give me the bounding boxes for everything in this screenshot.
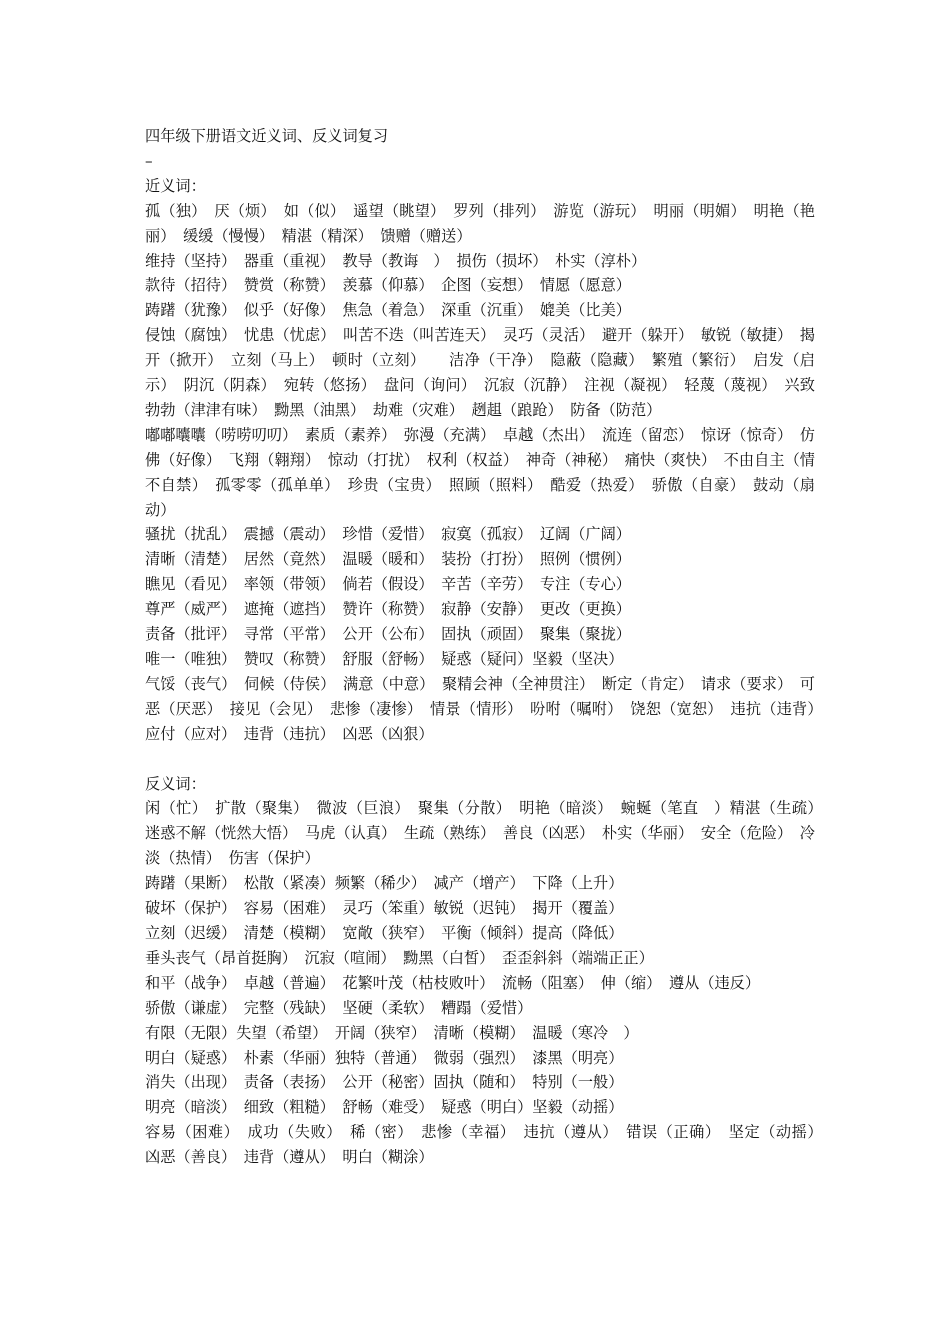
- antonym-line: 明亮（暗淡） 细致（粗糙） 舒畅（难受） 疑惑（明白）坚毅（动摇）: [145, 1098, 624, 1117]
- antonym-line: 立刻（迟缓） 清楚（模糊） 宽敞（狭窄） 平衡（倾斜）提高（降低）: [145, 923, 624, 942]
- synonym-line: 嘟嘟囔囔（唠唠叨叨） 素质（素养） 弥漫（充满） 卓越（杰出） 流连（留恋） 惊讶（惊奇） 仿佛（好像） 飞翔（翱翔） 惊动（打扰） 权利（权益） 神奇（神秘） 痛快（爽快） 不由自主（情不自禁） 孤零零（孤单单） 珍贵（宝贵） 照顾（照料） 酷爱（热爱） 骄傲（自豪） 鼓动（扇动）: [145, 425, 815, 519]
- synonym-line: 踌躇（犹豫） 似乎（好像） 焦急（着急） 深重（沉重） 媲美（比美）: [145, 301, 631, 320]
- synonym-line: 清晰（清楚） 居然（竟然） 温暖（暖和） 装扮（打扮） 照例（惯例）: [145, 550, 631, 569]
- synonym-line: 唯一（唯独） 赞叹（称赞） 舒服（舒畅） 疑惑（疑问）坚毅（坚决）: [145, 650, 624, 669]
- antonyms-heading: 反义词：: [145, 774, 206, 793]
- antonym-line: 踌躇（果断） 松散（紧凑）频繁（稀少） 减产（增产） 下降（上升）: [145, 874, 624, 893]
- antonym-line: 消失（出现） 责备（表扬） 公开（秘密）固执（随和） 特别（一般）: [145, 1073, 624, 1092]
- antonym-line: 骄傲（谦虚） 完整（残缺） 坚硬（柔软） 糟蹋（爱惜）: [145, 998, 533, 1017]
- synonym-line: 侵蚀（腐蚀） 忧患（忧虑） 叫苦不迭（叫苦连天） 灵巧（灵活） 避开（躲开） 敏锐（敏捷） 揭开（掀开） 立刻（马上） 顿时（立刻） 洁净（干净） 隐蔽（隐藏） 繁殖（繁衍） 启发（启示） 阴沉（阴森） 宛转（悠扬） 盘问（询问） 沉寂（沉静） 注视（凝视） 轻蔑（蔑视） 兴致勃勃（津津有味） 黝黑（油黑） 劫难（灾难） 趔趄（踉跄） 防备（防范）: [145, 326, 815, 419]
- antonym-line: 容易（困难） 成功（失败） 稀（密） 悲惨（幸福） 违抗（遵从） 错误（正确） 坚定（动摇） 凶恶（善良） 违背（遵从） 明白（糊涂）: [145, 1123, 831, 1167]
- antonym-line: 有限（无限）失望（希望） 开阔（狭窄） 清晰（模糊） 温暖（寒冷 ）: [145, 1023, 639, 1042]
- antonyms-section: [145, 772, 831, 1171]
- dash-mark: –: [145, 151, 153, 170]
- synonym-line: 维持（坚持） 器重（重视） 教导（教诲 ） 损伤（损坏） 朴实（淳朴）: [145, 251, 647, 270]
- synonym-line: 款待（招待） 赞赏（称赞） 羡慕（仰慕） 企图（妄想） 情愿（愿意）: [145, 276, 631, 295]
- antonym-line: 闲（忙） 扩散（聚集） 微波（巨浪） 聚集（分散） 明艳（暗淡） 蜿蜒（笔直 ）精湛（生疏） 迷惑不解（恍然大悟） 马虎（认真） 生疏（熟练） 善良（凶恶） 朴实（华丽） 安全（危险） 冷淡（热情） 伤害（保护）: [145, 799, 831, 868]
- synonym-line: 瞧见（看见） 率领（带领） 倘若（假设） 辛苦（辛劳） 专注（专心）: [145, 575, 631, 594]
- document-page: [145, 124, 831, 1170]
- antonym-line: 垂头丧气（昂首挺胸） 沉寂（喧闹） 黝黑（白皙） 歪歪斜斜（端端正正）: [145, 948, 654, 967]
- antonym-line: 破坏（保护） 容易（困难） 灵巧（笨重）敏锐（迟钝） 揭开（覆盖）: [145, 899, 624, 918]
- synonyms-section: [145, 174, 831, 747]
- synonym-line: 尊严（威严） 遮掩（遮挡） 赞许（称赞） 寂静（安静） 更改（更换）: [145, 600, 631, 619]
- section-gap: [145, 747, 815, 772]
- synonym-line: 责备（批评） 寻常（平常） 公开（公布） 固执（顽固） 聚集（聚拢）: [145, 625, 631, 644]
- antonym-line: 明白（疑惑） 朴素（华丽）独特（普通） 微弱（强烈） 漆黑（明亮）: [145, 1048, 624, 1067]
- synonym-line: 骚扰（扰乱） 震撼（震动） 珍惜（爱惜） 寂寞（孤寂） 辽阔（广阔）: [145, 525, 631, 544]
- synonym-line: 气馁（丧气） 伺候（侍侯） 满意（中意） 聚精会神（全神贯注） 断定（肯定） 请求（要求） 可恶（厌恶） 接见（会见） 悲惨（凄惨） 情景（情形） 吩咐（嘱咐） 饶恕（宽恕） 违抗（违背） 应付（应对） 违背（违抗） 凶恶（凶狠）: [145, 674, 831, 743]
- document-title: 四年级下册语文近义词、反义词复习: [145, 127, 388, 145]
- synonyms-heading: 近义词：: [145, 176, 206, 195]
- antonym-line: 和平（战争） 卓越（普遍） 花繁叶茂（枯枝败叶） 流畅（阻塞） 伸（缩） 遵从（违反）: [145, 973, 761, 992]
- synonym-line: 孤（独） 厌（烦） 如（似） 遥望（眺望） 罗列（排列） 游览（游玩） 明丽（明媚） 明艳（艳丽） 缓缓（慢慢） 精湛（精深） 馈赠（赠送）: [145, 201, 815, 245]
